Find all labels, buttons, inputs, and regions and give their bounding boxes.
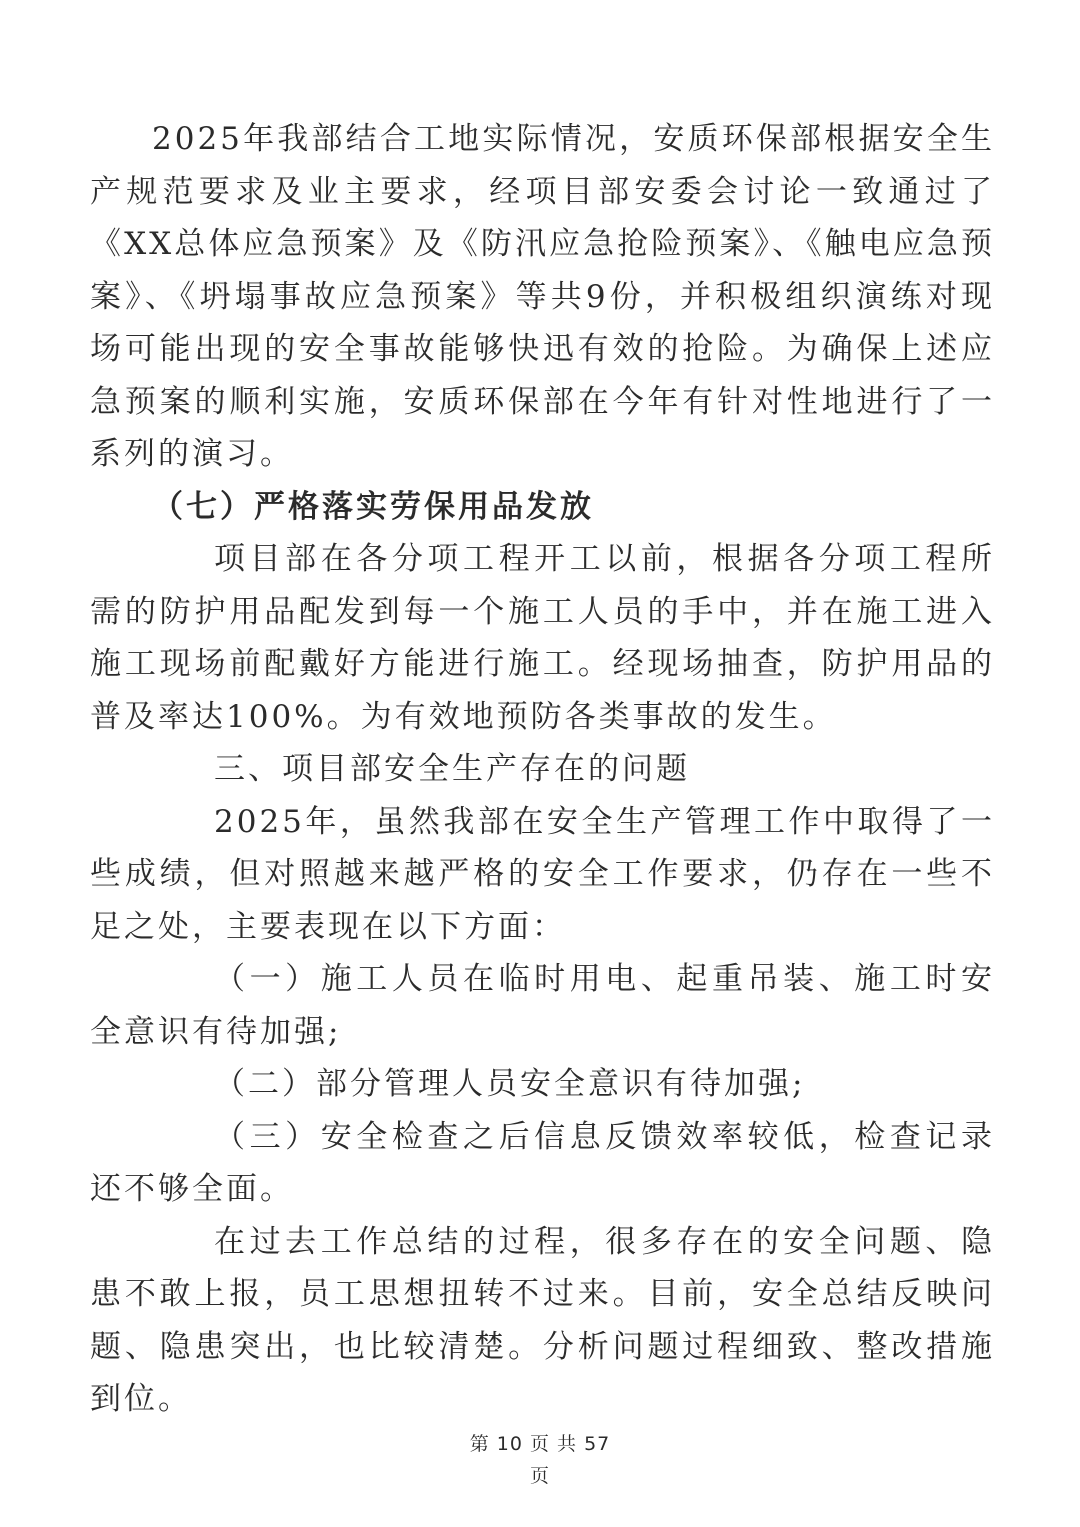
problem-item-1: （一）施工人员在临时用电、起重吊装、施工时安全意识有待加强;: [90, 961, 995, 1050]
paragraph-summary: 在过去工作总结的过程，很多存在的安全问题、隐患不敢上报，员工思想扭转不过来。目前，安全总结反映问题、隐患突出，也比较清楚。分析问题过程细致、整改措施到位。: [90, 1223, 995, 1417]
paragraph-problems-intro: 2025年，虽然我部在安全生产管理工作中取得了一些成绩，但对照越来越严格的安全工作要求，仍存在一些不足之处，主要表现在以下方面：: [90, 803, 995, 945]
paragraph-ppe: 项目部在各分项工程开工以前，根据各分项工程所需的防护用品配发到每一个施工人员的手中，并在施工进入施工现场前配戴好方能进行施工。经现场抽查，防护用品的普及率达100%。为有效地预防各类事故的发生。: [90, 541, 995, 735]
page-number-line-1: 第 10 页 共 57: [469, 1433, 611, 1455]
page-number-line-2: 页: [529, 1465, 550, 1487]
page-number-footer: [0, 1428, 1080, 1492]
section-heading-ppe: （七）严格落实劳保用品发放: [152, 488, 594, 525]
section-heading-problems: 三、项目部安全生产存在的问题: [214, 751, 690, 787]
problem-item-3: （三）安全检查之后信息反馈效率较低，检查记录还不够全面。: [90, 1118, 995, 1207]
paragraph-emergency-plans: 2025年我部结合工地实际情况，安质环保部根据安全生产规范要求及业主要求，经项目部安委会讨论一致通过了《XX总体应急预案》及《防汛应急抢险预案》、《触电应急预案》、《坍塌事故应急预案》等共9份，并积极组织演练对现场可能出现的安全事故能够快迅有效的抢险。为确保上述应急预案的顺利实施，安质环保部在今年有针对性地进行了一系列的演习。: [90, 121, 995, 472]
document-body: [90, 113, 995, 1426]
problem-item-2: （二）部分管理人员安全意识有待加强;: [214, 1066, 806, 1102]
